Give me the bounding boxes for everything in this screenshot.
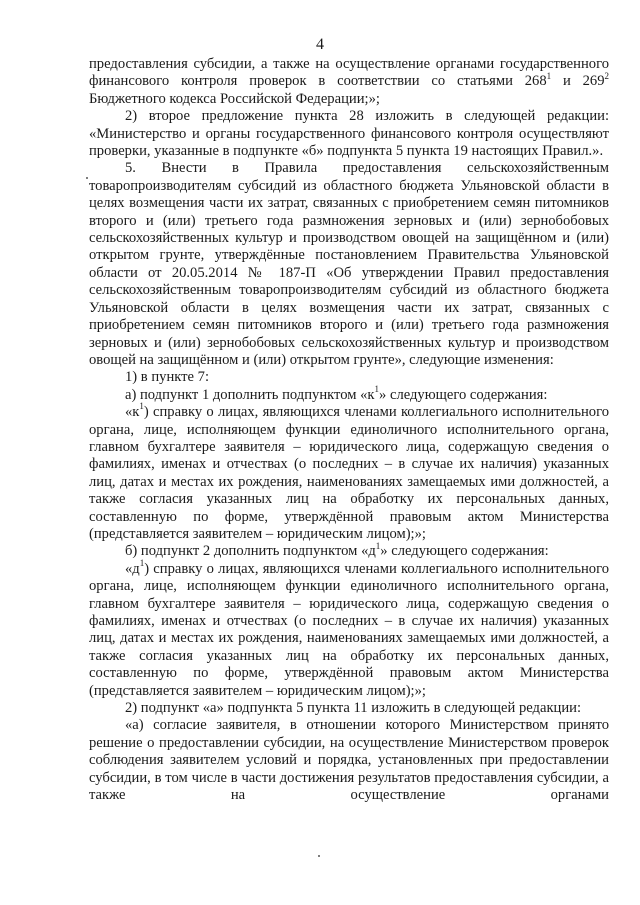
superscript: 1	[139, 401, 144, 412]
paragraph: 5. Внести в Правила предоставления сельскохозяйственным товаропроизводителям субсидий из областного бюджета Ульяновской области в целях возмещения части их затрат, связанных с приобретением семян питомников второго и (или) третьего года размножения зерновых и (или) зернобобовых сельскохозяйственных культур и производством овощей на защищённом и (или) открытом грунте, утверждённые постановлением Правительства Ульяновской области от 20.05.2014 № 187-П «Об утверждении Правил предоставления сельскохозяйственным товаропроизводителям субсидий из областного бюджета Ульяновской области в целях возмещения части их затрат, связанных с приобретением семян питомников второго и (или) третьего года размножения зерновых и (или) зернобобовых сельскохозяйственных культур и производством овощей на защищённом и (или) открытом грунте», следующие изменения:	[89, 160, 609, 368]
paragraph: предоставления субсидии, а также на осуществление органами государственного финансового контроля проверок в соответствии со статьями $268^1$ и $269^2$ Бюджетного кодекса Российской Федерации;»;	[89, 56, 609, 107]
document-body	[89, 56, 609, 804]
paragraph: «$к^1$) справку о лицах, являющихся членами коллегиального исполнительного органа, лице, исполняющем функции единоличного исполнительного органа, главном бухгалтере заявителя – юридического лица, содержащую сведения о фамилиях, именах и отчествах (о последних – в случае их наличия) указанных лиц, датах и местах их рождения, наименованиях замещаемых ими должностей, а также согласия указанных лиц на обработку их персональных данных, составленную по форме, утверждённой правовым актом Министерства (представляется заявителем – юридическим лицом);»;	[89, 401, 609, 542]
paragraph: б) подпункт 2 дополнить подпунктом «$д^1$» следующего содержания:	[125, 540, 549, 560]
superscript: 1	[375, 540, 381, 551]
paragraph: «$д^1$) справку о лицах, являющихся членами коллегиального исполнительного органа, лице, исполняющем функции единоличного исполнительного органа, главном бухгалтере заявителя – юридического лица, содержащую сведения о фамилиях, именах и отчествах (о последних – в случае их наличия) указанных лиц, датах и местах их рождения, наименованиях замещаемых ими должностей, а также согласия указанных лиц на обработку их персональных данных, составленную по форме, утверждённой правовым актом Министерства (представляется заявителем – юридическим лицом);»;	[89, 557, 609, 699]
page-number: 4	[316, 36, 324, 53]
superscript: 1	[139, 557, 145, 568]
scan-speck	[86, 177, 88, 179]
superscript: 1	[374, 383, 380, 394]
superscript: 2	[604, 70, 609, 81]
paragraph: 2) подпункт «а» подпункта 5 пункта 11 изложить в следующей редакции:	[125, 700, 582, 717]
scan-speck	[318, 855, 320, 857]
paragraph: 1) в пункте 7:	[125, 369, 210, 386]
superscript: 1	[546, 70, 552, 81]
paragraph: 2) второе предложение пункта 28 изложить в следующей редакции: «Министерство и органы государственного финансового контроля осуществляют проверки, указанные в подпункте «б» подпункта 5 пункта 19 настоящих Правил.».	[89, 108, 609, 160]
paragraph: «а) согласие заявителя, в отношении которого Министерством принято решение о предоставлении субсидии, на осуществление Министерством проверок соблюдения заявителем условий и порядка, установленных при предоставлении субсидии, в том числе в части достижения результатов предоставления субсидии, а также на осуществление органами	[89, 717, 609, 804]
paragraph: а) подпункт 1 дополнить подпунктом «$к^1$» следующего содержания:	[125, 383, 548, 403]
